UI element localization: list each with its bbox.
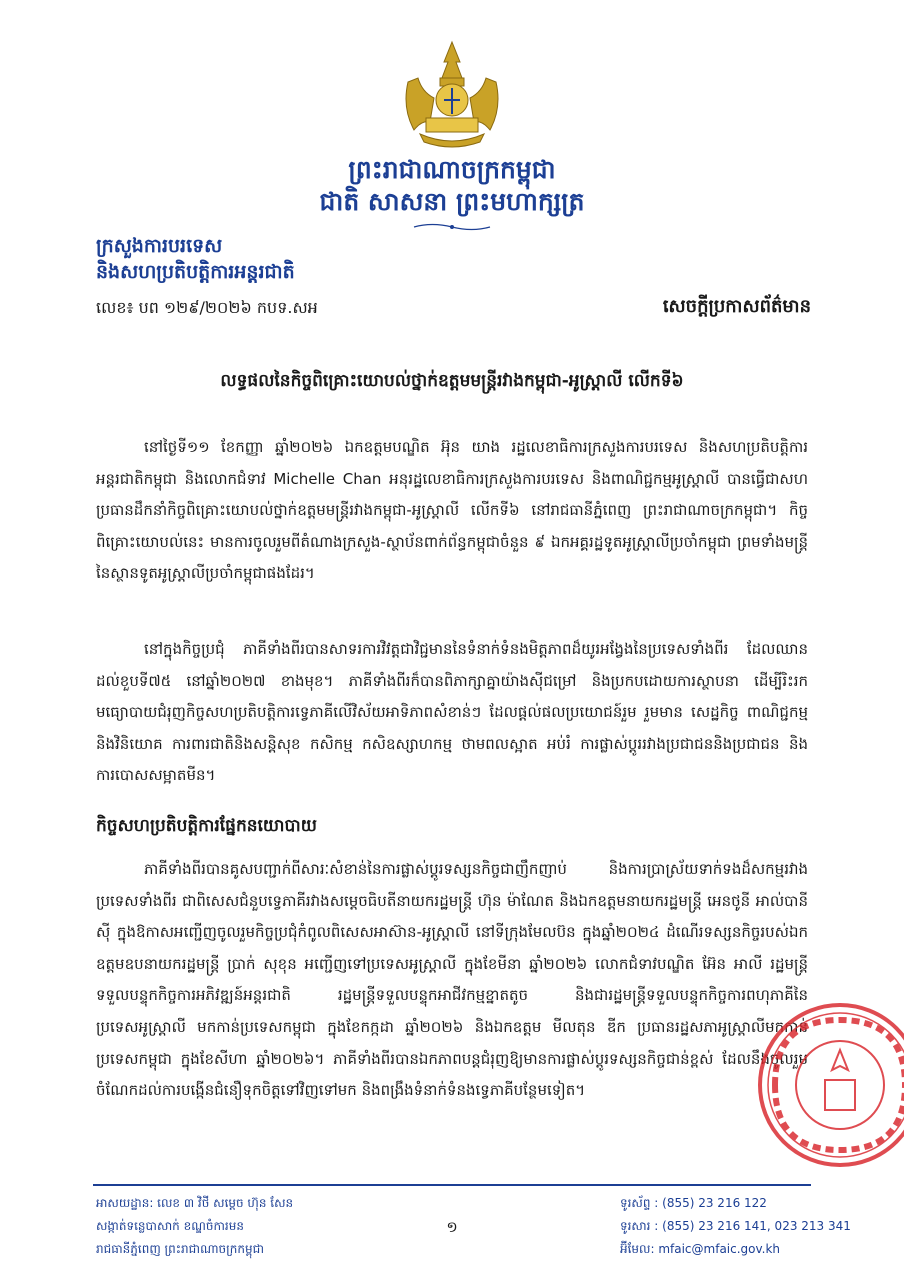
ministry-name-line2: និងសហប្រតិបត្តិការអន្តរជាតិ [96, 261, 295, 283]
section-heading: កិច្ចសហប្រតិបត្តិការផ្នែកនយោបាយ [96, 816, 317, 836]
ornament-divider-icon [412, 222, 492, 232]
paragraph-2: នៅក្នុងកិច្ចប្រជុំ ភាគីទាំងពីរបានសាទរការវិវត្តជាវិជ្ជមាននៃទំនាក់ទំនងមិត្តភាពដ៏យូរអង្វែងនៃប្រទេសទាំងពីរ ដែលឈានដល់ខួបទី៧៥ នៅឆ្នាំ២០២៧ ខាងមុខ។ ភាគីទាំងពីរក៏បានពិភាក្សាគ្នាយ៉ាងស៊ីជម្រៅ និងប្រកបដោយការស្ថាបនា ដើម្បីរិះរកមធ្យោបាយជំរុញកិច្ចសហប្រតិបត្តិការទ្វេភាគីលើវិស័យអាទិភាពសំខាន់ៗ ដែលផ្តល់ផលប្រយោជន៍រួម រួមមាន សេដ្ឋកិច្ច ពាណិជ្ជកម្មនិងវិនិយោគ ការពារជាតិនិងសន្តិសុខ កសិកម្ម កសិឧស្សាហកម្ម ថាមពលស្អាត អប់រំ ការផ្លាស់ប្តូររវាងប្រជាជននិងប្រជាជន និងការបោសសម្អាតមីន។ [96, 640, 808, 785]
kingdom-name: ព្រះរាជាណាចក្រកម្ពុជា [348, 155, 556, 184]
page-number: ១ [446, 1218, 458, 1236]
document-type: សេចក្តីប្រកាសព័ត៌មាន [662, 296, 811, 317]
royal-emblem-logo [400, 38, 504, 150]
document-title: លទ្ធផលនៃកិច្ចពិគ្រោះយោបល់ថ្នាក់ឧត្តមមន្ត្រីរវាងកម្ពុជា-អូស្ត្រាលី លើកទី៦ [220, 371, 684, 391]
reference-number: លេខ៖ បព ១២៩/២០២៦ កបទ.សអ [96, 298, 318, 317]
footer-phone: ទូរស័ព្ទ : (855) 23 216 122 [620, 1196, 767, 1210]
footer-divider [93, 1184, 811, 1186]
national-motto: ជាតិ សាសនា ព្រះមហាក្សត្រ [319, 187, 585, 216]
footer-fax: ទូរសារ : (855) 23 216 141, 023 213 341 [620, 1219, 851, 1233]
paragraph-3: ភាគីទាំងពីរបានគូសបញ្ជាក់ពីសារៈសំខាន់នៃការផ្លាស់ប្តូរទស្សនកិច្ចជាញឹកញាប់ និងការប្រាស្រ័យទាក់ទងដ៏សកម្មរវាងប្រទេសទាំងពីរ ជាពិសេសជំនួបទ្វេភាគីរវាងសម្តេចធិបតីនាយករដ្ឋមន្ត្រី ហ៊ុន ម៉ាណែត និងឯកឧត្តមនាយករដ្ឋមន្ត្រី អេនថូនី អាល់បានីស៊ី ក្នុងឱកាសអញ្ជើញចូលរួមកិច្ចប្រជុំកំពូលពិសេសអាស៊ាន-អូស្ត្រាលី នៅទីក្រុងមែលប៊ន ក្នុងឆ្នាំ២០២៤ ដំណើរទស្សនកិច្ចរបស់ឯកឧត្តមឧបនាយករដ្ឋមន្ត្រី ប្រាក់ សុខុន អញ្ជើញទៅប្រទេសអូស្ត្រាលី ក្នុងខែមីនា ឆ្នាំ២០២៦ លោកជំទាវបណ្ឌិត អ៊ែន អាលី រដ្ឋមន្ត្រីទទួលបន្ទុកកិច្ចការអភិវឌ្ឍន៍អន្តរជាតិ រដ្ឋមន្ត្រីទទួលបន្ទុកអាជីវកម្មខ្នាតតូច និងជារដ្ឋមន្ត្រីទទួលបន្ទុកកិច្ចការពហុភាគីនៃប្រទេសអូស្ត្រាលី មកកាន់ប្រទេសកម្ពុជា ក្នុងខែកក្កដា ឆ្នាំ២០២៦ និងឯកឧត្តម មីលតុន ឌីក ប្រធានរដ្ឋសភាអូស្ត្រាលីមកកាន់ប្រទេសកម្ពុជា ក្នុងខែសីហា ឆ្នាំ២០២៦។ ភាគីទាំងពីរបានឯកភាពបន្តជំរុញឱ្យមានការផ្លាស់ប្តូរទស្សនកិច្ចជាន់ខ្ពស់ ដែលនឹងចូលរួមចំណែកដល់ការបង្កើនជំនឿទុកចិត្តទៅវិញទៅមក និងពង្រឹងទំនាក់ទំនងទ្វេភាគីបន្ថែមទៀត។ [96, 860, 808, 1100]
ministry-name-line1: ក្រសួងការបរទេស [96, 235, 223, 257]
footer-email[interactable]: អ៊ីមែល: mfaic@mfaic.gov.kh [620, 1242, 781, 1256]
footer-address-line2: សង្កាត់ទន្លេបាសាក់ ខណ្ឌចំការមន [96, 1219, 244, 1233]
footer-address-line1: អាសយដ្ឋាន: លេខ ៣ វិថី សម្តេច ហ៊ុន សែន [96, 1196, 294, 1210]
footer-address-line3: រាជធានីភ្នំពេញ ព្រះរាជាណាចក្រកម្ពុជា [96, 1242, 264, 1256]
official-seal-stamp [755, 1000, 904, 1170]
paragraph-1: នៅថ្ងៃទី១១ ខែកញ្ញា ឆ្នាំ២០២៦ ឯកឧត្តមបណ្ឌិត អ៊ុន យាង រដ្ឋលេខាធិការក្រសួងការបរទេស និងសហប្រតិបត្តិការអន្តរជាតិកម្ពុជា និងលោកជំទាវ Michelle Chan អនុរដ្ឋលេខាធិការក្រសួងការបរទេស និងពាណិជ្ជកម្មអូស្ត្រាលី បានធ្វើជាសហប្រធានដឹកនាំកិច្ចពិគ្រោះយោបល់ថ្នាក់ឧត្តមមន្ត្រីរវាងកម្ពុជា-អូស្ត្រាលី លើកទី៦ នៅរាជធានីភ្នំពេញ ព្រះរាជាណាចក្រកម្ពុជា។ កិច្ចពិគ្រោះយោបល់នេះ មានការចូលរួមពីតំណាងក្រសួង-ស្ថាប័នពាក់ព័ន្ធកម្ពុជាចំនួន ៩ ឯកអគ្គរដ្ឋទូតអូស្ត្រាលីប្រចាំកម្ពុជា ព្រមទាំងមន្ត្រីនៃស្ថានទូតអូស្ត្រាលីប្រចាំកម្ពុជាផងដែរ។ [96, 438, 808, 583]
